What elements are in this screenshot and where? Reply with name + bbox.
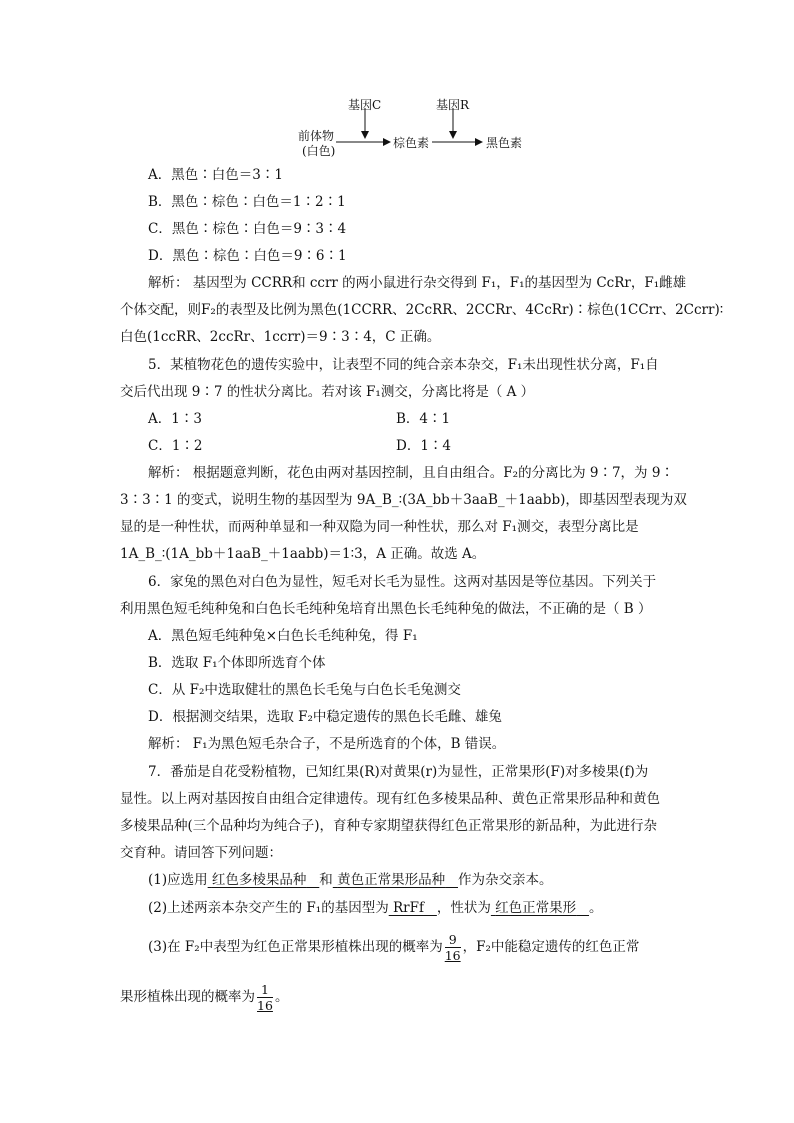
q5-stem-line-2: 交后代出现 9∶7 的性状分离比。若对该 F₁测交，分离比将是（ A ） — [120, 384, 535, 400]
precursor-note-label: (白色) — [302, 144, 336, 158]
q5-option-b: B．4∶1 — [396, 411, 451, 427]
q7-part-1 — [148, 870, 552, 890]
q6-option-d: D．根据测交结果，选取 F₂中稳定遗传的黑色长毛雌、雄兔 — [148, 709, 502, 725]
q7-part-3-line-2 — [120, 980, 288, 1014]
q7-part-3-middle: ，F₂中能稳定遗传的红色正常 — [462, 939, 640, 955]
q7-part-3-prefix: (3)在 F₂中表型为红色正常果形植株出现的概率为 — [148, 939, 443, 955]
q5-analysis-line-1: 解析： 根据题意判断，花色由两对基因控制，且自由组合。F₂的分离比为 9∶7，为 9∶ — [148, 465, 674, 481]
q7-part-2 — [148, 898, 603, 918]
q4-option-c: C．黑色∶棕色∶白色＝9∶3∶4 — [148, 221, 347, 237]
q6-option-c: C．从 F₂中选取健壮的黑色长毛兔与白色长毛兔测交 — [148, 682, 461, 698]
q7-part-3-fraction-2-denominator: 16 — [257, 998, 273, 1013]
q7-part-3-fraction-1-denominator: 16 — [444, 948, 461, 963]
q5-analysis-line-2: 3∶3∶1 的变式，说明生物的基因型为 9A_B_∶(3A_bb＋3aaB_＋1aabb)，即基因型表现为双 — [120, 492, 687, 508]
q4-option-b: B．黑色∶棕色∶白色＝1∶2∶1 — [148, 194, 346, 210]
q4-analysis-line-2: 个体交配，则F₂的表型及比例为黑色(1CCRR、2CcRR、2CCRr、4CcRr)∶棕色(1CCrr、2Ccrr)∶ — [120, 302, 724, 318]
q4-option-d: D．黑色∶棕色∶白色＝9∶6∶1 — [148, 248, 347, 264]
q7-part-2-suffix: 。 — [589, 900, 603, 916]
q7-stem-line-4: 交育种。请回答下列问题： — [120, 845, 282, 861]
q7-part-1-answer-1-text: 红色多棱果品种 — [211, 872, 307, 888]
black-pigment-label: 黑色素 — [486, 136, 523, 150]
q5-stem-line-1: 5．某植物花色的遗传实验中，让表型不同的纯合亲本杂交，F₁未出现性状分离，F₁自 — [148, 357, 659, 373]
q4-analysis-line-3: 白色(1ccRR、2ccRr、1ccrr)＝9∶3∶4，C 正确。 — [120, 329, 441, 345]
q5-analysis-line-4: 1A_B_∶(1A_bb＋1aaB_＋1aabb)＝1∶3，A 正确。故选 A。 — [120, 546, 486, 562]
q7-stem-line-3: 多棱果品种(三个品种均为纯合子)，育种专家期望获得红色正常果形的新品种，为此进行杂 — [120, 818, 658, 834]
q6-stem-line-1: 6．家兔的黑色对白色为显性，短毛对长毛为显性。这两对基因是等位基因。下列关于 — [148, 574, 657, 590]
q7-part-3-fraction-2 — [257, 982, 273, 1013]
q7-part-2-answer-2-text: 红色正常果形 — [495, 900, 577, 916]
q7-part-2-prefix: (2)上述两亲本杂交产生的 F₁的基因型为 — [148, 900, 389, 916]
q6-stem-line-2: 利用黑色短毛纯种兔和白色长毛纯种兔培育出黑色长毛纯种兔的做法，不正确的是（ B ） — [120, 601, 652, 617]
q7-part-1-suffix: 作为杂交亲本。 — [457, 872, 553, 888]
q5-analysis-line-3: 显的是一种性状，而两种单显和一种双隐为同一种性状，那么对 F₁测交，表型分离比是 — [120, 519, 639, 535]
q7-part-1-answer-2-text: 黄色正常果形品种 — [337, 872, 446, 888]
q6-option-a: A．黑色短毛纯种兔×白色长毛纯种兔，得 F₁ — [148, 628, 418, 644]
q7-part-1-middle: 和 — [319, 872, 333, 888]
q7-part-1-answer-2 — [333, 872, 458, 888]
q7-part-1-answer-1 — [208, 872, 320, 888]
q5-option-c: C．1∶2 — [148, 438, 203, 454]
pigment-pathway-diagram — [290, 92, 540, 162]
q7-part-3-fraction-1 — [445, 932, 461, 963]
q7-part-3-suffix: 。 — [274, 989, 289, 1005]
q5-option-d: D．1∶4 — [396, 438, 452, 454]
q7-part-2-answer-1-text: RrFf — [393, 900, 424, 916]
gene-c-label: 基因C — [348, 98, 382, 112]
q7-stem-line-2: 显性。以上两对基因按自由组合定律遗传。现有红色多棱果品种、黄色正常果形品种和黄色 — [120, 791, 660, 807]
q6-option-b: B．选取 F₁个体即所选育个体 — [148, 655, 326, 671]
q7-part-3-fraction-1-numerator: 9 — [445, 932, 461, 948]
q7-part-1-prefix: (1)应选用 — [148, 872, 208, 888]
q6-analysis: 解析： F₁为黑色短毛杂合子，不是所选育的个体，B 错误。 — [148, 736, 506, 752]
q7-stem-line-1: 7．番茄是自花受粉植物，已知红果(R)对黄果(r)为显性，正常果形(F)对多棱果(f)为 — [148, 764, 649, 780]
q5-option-a: A．1∶3 — [148, 411, 202, 427]
q7-part-3-line-1 — [148, 930, 639, 964]
q4-analysis-line-1: 解析： 基因型为 CCRR和 ccrr 的两小鼠进行杂交得到 F₁，F₁的基因型为 CcRr，F₁雌雄 — [148, 275, 687, 291]
q7-part-3-prefix-2: 果形植株出现的概率为 — [120, 989, 255, 1005]
brown-pigment-label: 棕色素 — [393, 136, 430, 150]
q7-part-2-middle: ，性状为 — [436, 900, 491, 916]
gene-r-label: 基因R — [436, 98, 470, 112]
q4-option-a: A．黑色∶白色＝3∶1 — [148, 167, 283, 183]
q7-part-3-fraction-2-numerator: 1 — [257, 982, 273, 998]
q7-part-2-answer-2 — [491, 900, 589, 916]
q7-part-2-answer-1 — [389, 900, 437, 916]
precursor-label: 前体物 — [298, 129, 335, 143]
